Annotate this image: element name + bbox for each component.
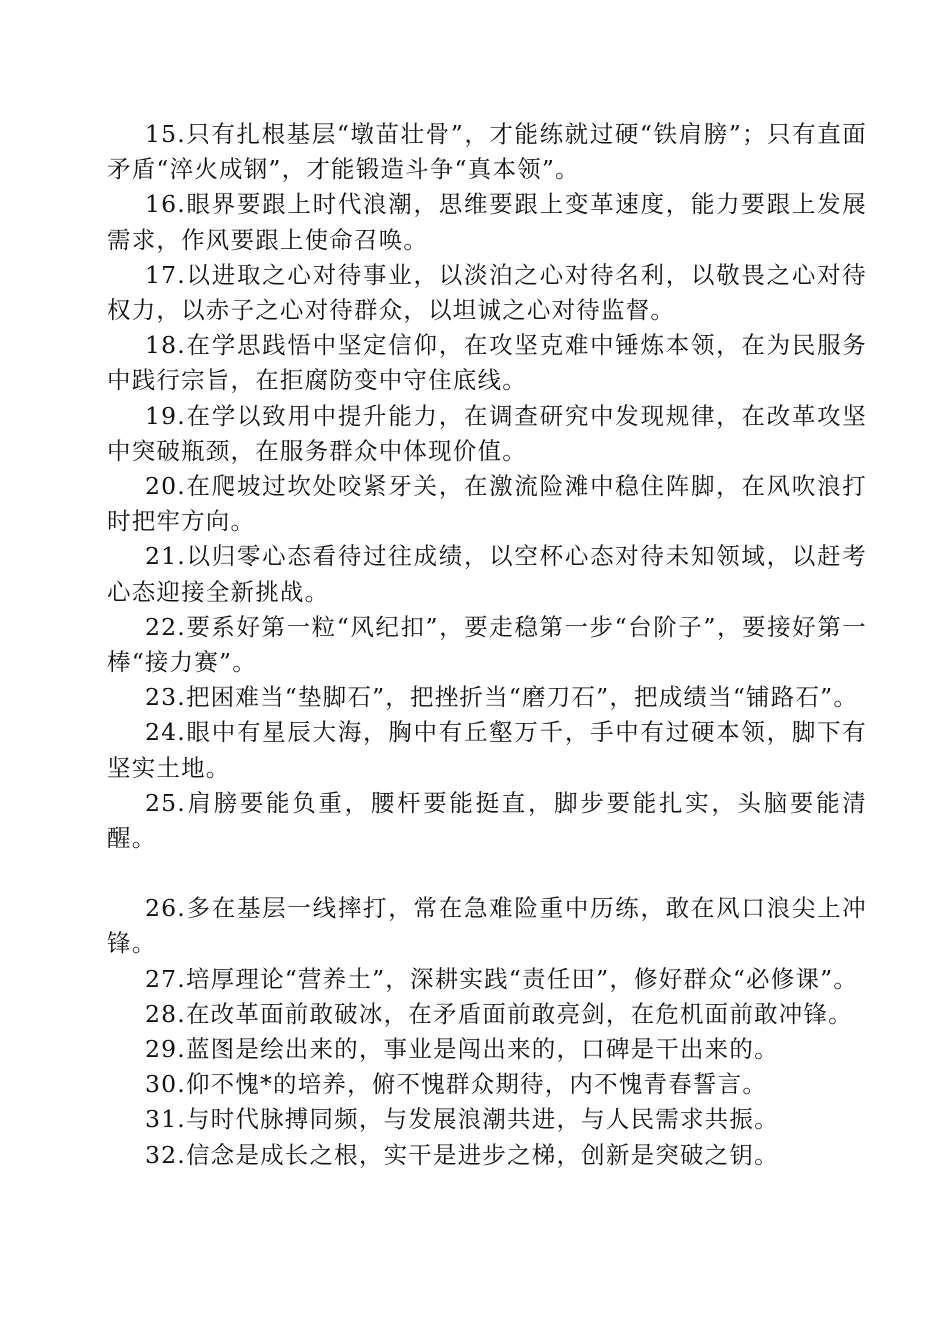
- list-item: 31.与时代脉搏同频，与发展浪潮共进，与人民需求共振。: [145, 1105, 779, 1134]
- list-item: 24.眼中有星辰大海，胸中有丘壑万千，手中有过硬本领，脚下有坚实土地。: [107, 718, 867, 782]
- list-item: 18.在学思践悟中坚定信仰，在攻坚克难中锤炼本领，在为民服务中践行宗旨，在拒腐防变中守住底线。: [107, 331, 867, 395]
- list-item: 25.肩膀要能负重，腰杆要能挺直，脚步要能扎实，头脑要能清醒。: [107, 788, 867, 853]
- list-item: 26.多在基层一线摔打，常在急难险重中历练，敢在风口浪尖上冲锋。: [107, 894, 867, 958]
- list-item: 21.以归零心态看待过往成绩，以空杯心态对待未知领域，以赶考心态迎接全新挑战。: [107, 542, 867, 606]
- list-item: 16.眼界要跟上时代浪潮，思维要跟上变革速度，能力要跟上发展需求，作风要跟上使命召唤。: [107, 190, 867, 254]
- list-item: 19.在学以致用中提升能力，在调查研究中发现规律，在改革攻坚中突破瓶颈，在服务群众中体现价值。: [107, 401, 867, 465]
- list-item: 17.以进取之心对待事业，以淡泊之心对待名利，以敬畏之心对待权力，以赤子之心对待群众，以坦诚之心对待监督。: [107, 260, 867, 325]
- list-item: 15.只有扎根基层“墩苗壮骨”，才能练就过硬“铁肩膀”；只有直面矛盾“淬火成钢”，才能锻造斗争“真本领”。: [107, 120, 867, 184]
- list-item: 30.仰不愧*的培养，俯不愧群众期待，内不愧青春誓言。: [145, 1070, 768, 1099]
- list-item: 23.把困难当“垫脚石”，把挫折当“磨刀石”，把成绩当“铺路石”。: [145, 683, 859, 712]
- paragraph-gap: [107, 856, 867, 891]
- list-item: 22.要系好第一粒“风纪扣”，要走稳第一步“台阶子”，要接好第一棒“接力赛”。: [107, 612, 867, 677]
- list-item: 28.在改革面前敢破冰，在矛盾面前敢亮剑，在危机面前敢冲锋。: [145, 999, 853, 1028]
- list-item: 20.在爬坡过坎处咬紧牙关，在激流险滩中稳住阵脚，在风吹浪打时把牢方向。: [107, 472, 867, 536]
- list-item: 32.信念是成长之根，实干是进步之梯，创新是突破之钥。: [145, 1140, 779, 1169]
- list-item: 29.蓝图是绘出来的，事业是闯出来的，口碑是干出来的。: [145, 1035, 779, 1064]
- document-body: [107, 117, 867, 1173]
- list-item: 27.培厚理论“营养土”，深耕实践“责任田”，修好群众“必修课”。: [145, 964, 859, 993]
